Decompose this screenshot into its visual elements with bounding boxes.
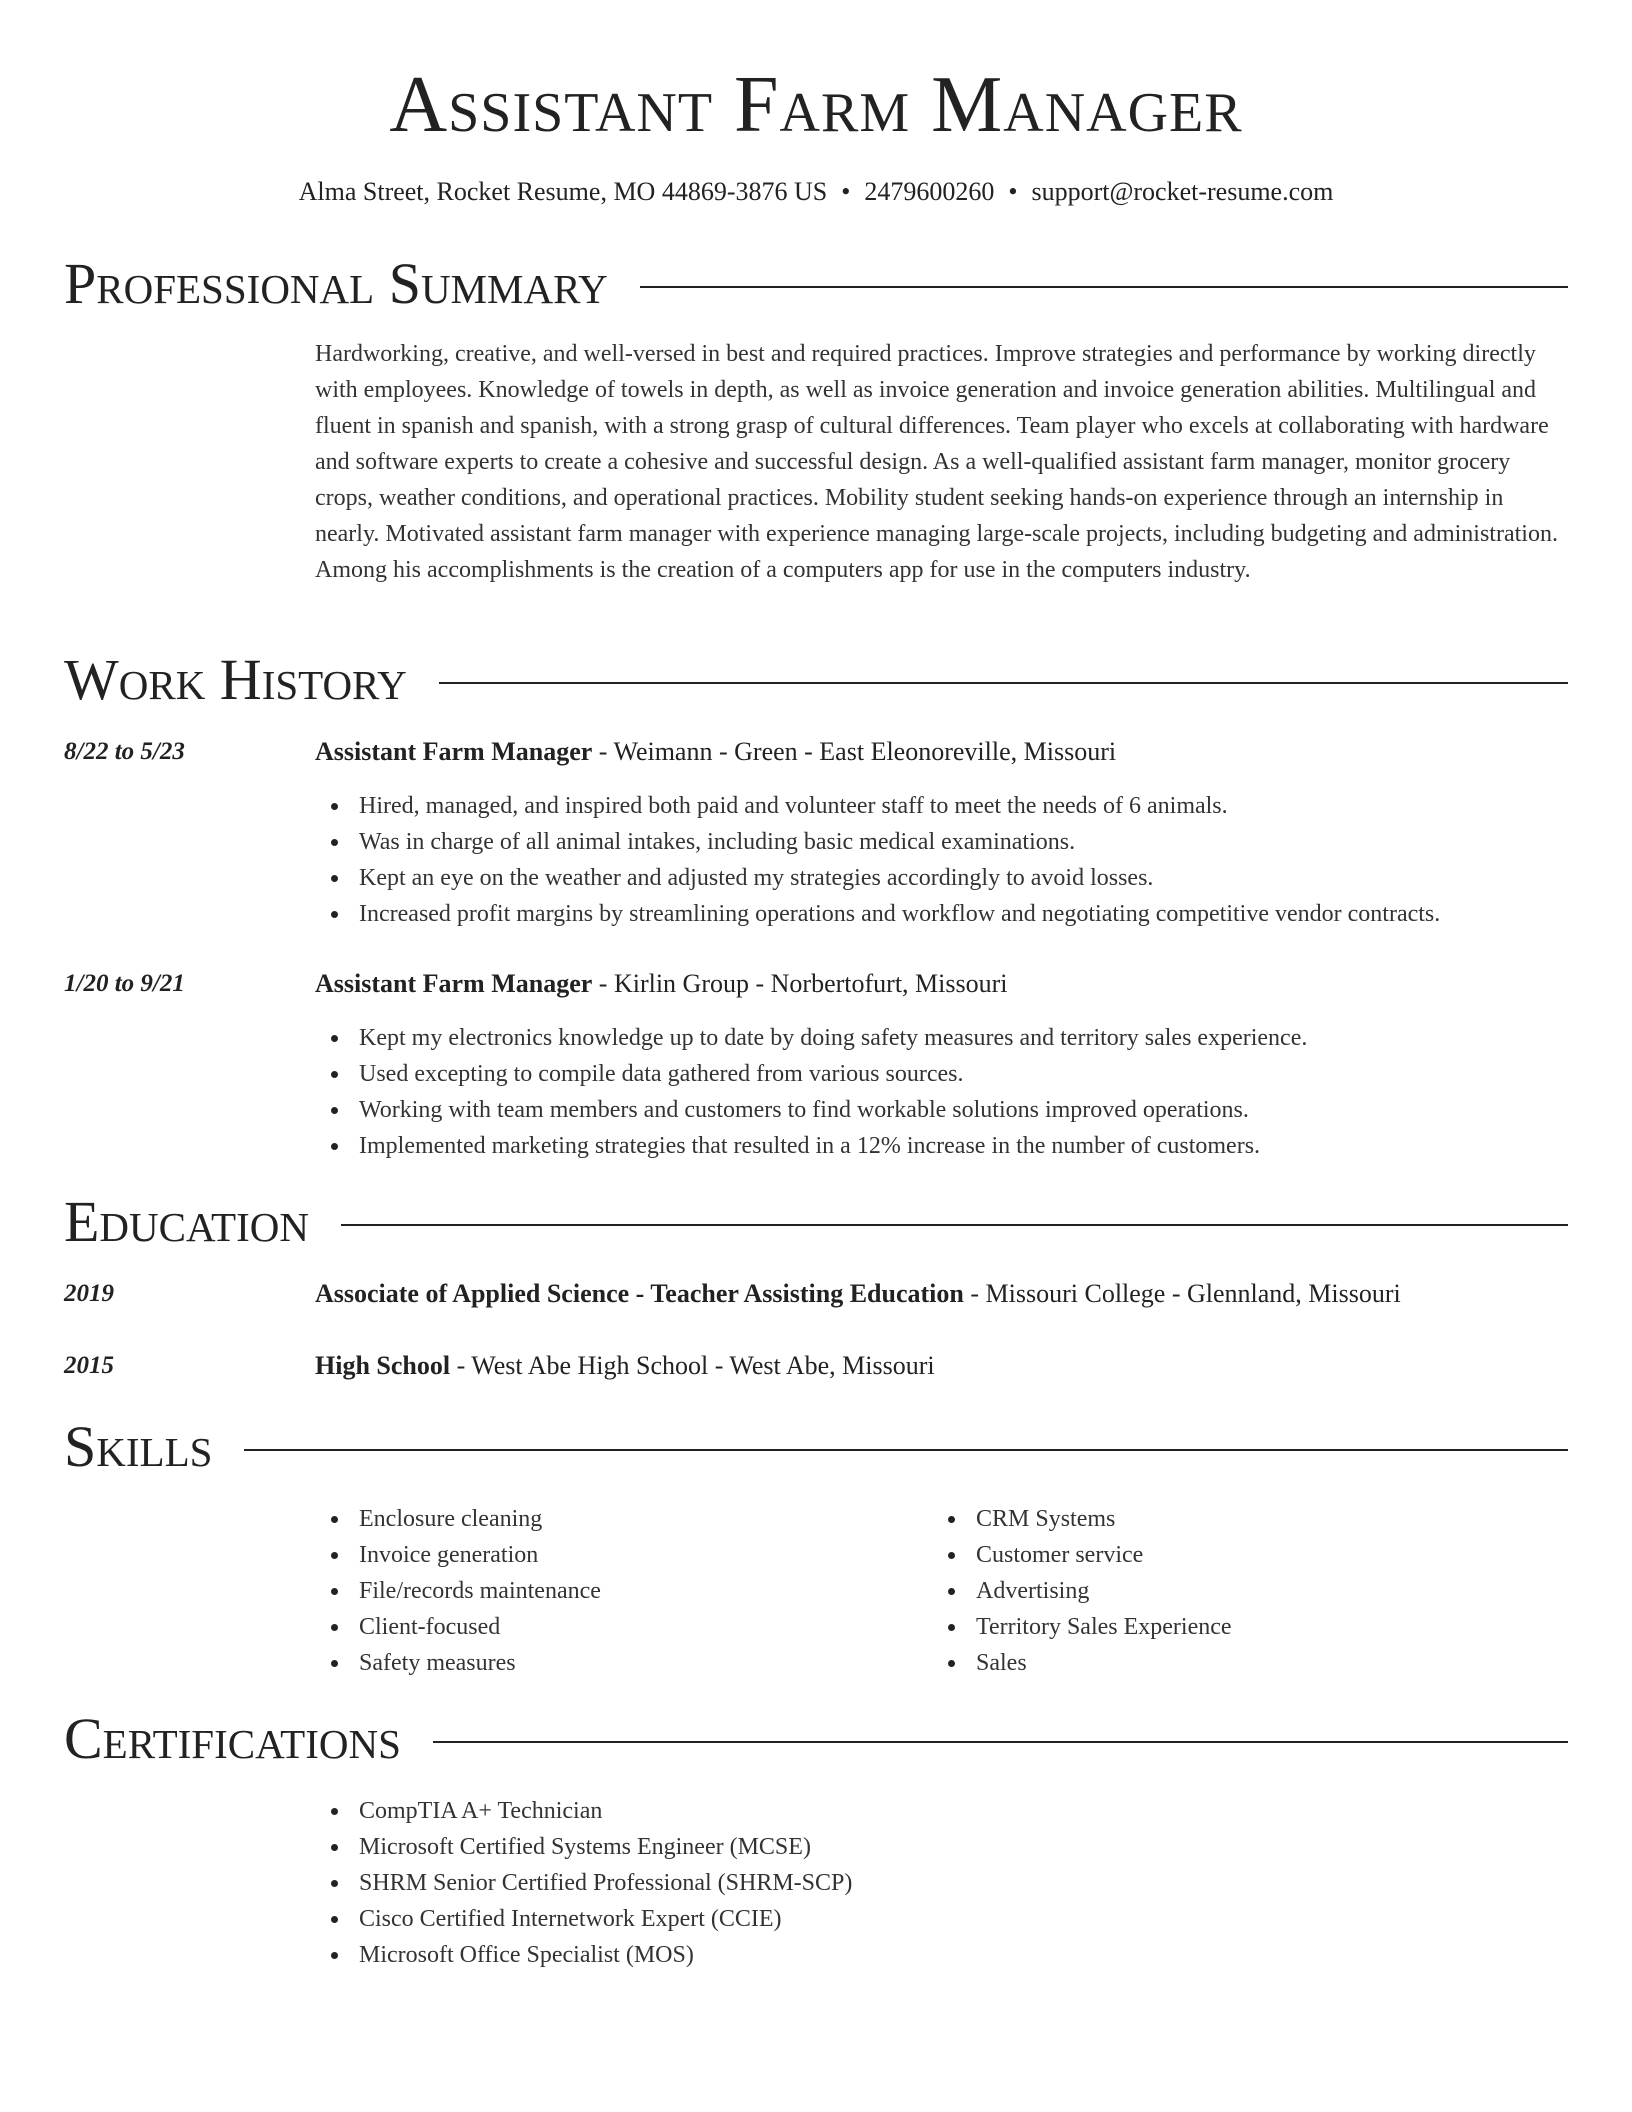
contact-address: Alma Street, Rocket Resume, MO 44869-3876 US xyxy=(298,177,828,206)
list-item: File/records maintenance xyxy=(315,1573,932,1609)
job-details: - Weimann - Green - East Eleonoreville, Missouri xyxy=(592,737,1117,766)
section-header xyxy=(64,648,1568,712)
list-item: Territory Sales Experience xyxy=(932,1609,1549,1645)
list-item: Customer service xyxy=(932,1537,1549,1573)
section-title-skills: Skills xyxy=(64,1414,213,1479)
section-divider xyxy=(439,682,1568,684)
list-item: Kept my electronics knowledge up to date by doing safety measures and territory sales experience. xyxy=(315,1020,1568,1056)
education-year: 2015 xyxy=(64,1352,114,1379)
list-item: Hired, managed, and inspired both paid and volunteer staff to meet the needs of 6 animals. xyxy=(315,788,1568,824)
list-item: Safety measures xyxy=(315,1645,932,1681)
section-title-work: Work History xyxy=(64,647,407,712)
contact-phone: 2479600260 xyxy=(864,177,995,206)
section-divider xyxy=(244,1449,1568,1451)
education-details: - West Abe High School - West Abe, Missouri xyxy=(450,1351,935,1380)
job-heading xyxy=(315,966,1568,1002)
list-item: Working with team members and customers to find workable solutions improved operations. xyxy=(315,1092,1568,1128)
list-item: Was in charge of all animal intakes, including basic medical examinations. xyxy=(315,824,1568,860)
certifications-list xyxy=(315,1793,1568,1973)
list-item: Kept an eye on the weather and adjusted my strategies accordingly to avoid losses. xyxy=(315,860,1568,896)
work-section xyxy=(64,648,1568,1164)
job-bullets xyxy=(315,1020,1568,1164)
education-heading xyxy=(315,1348,1568,1384)
list-item: Increased profit margins by streamlining operations and workflow and negotiating competitive vendor contracts. xyxy=(315,896,1568,932)
section-header xyxy=(64,1415,1568,1479)
education-entry xyxy=(64,1276,1568,1312)
list-item: Enclosure cleaning xyxy=(315,1501,932,1537)
list-item: Cisco Certified Internetwork Expert (CCIE) xyxy=(315,1901,1568,1937)
list-item: Invoice generation xyxy=(315,1537,932,1573)
job-entry xyxy=(64,734,1568,932)
education-section xyxy=(64,1190,1568,1384)
resume-name: Assistant Farm Manager xyxy=(389,61,1243,149)
summary-section xyxy=(64,252,1568,588)
section-header xyxy=(64,252,1568,316)
education-degree: Associate of Applied Science - Teacher Assisting Education xyxy=(315,1279,964,1308)
job-entry xyxy=(64,966,1568,1164)
list-item: Used excepting to compile data gathered from various sources. xyxy=(315,1056,1568,1092)
section-title-summary: Professional Summary xyxy=(64,251,608,316)
skills-column-right xyxy=(932,1501,1549,1681)
contact-email: support@rocket-resume.com xyxy=(1031,177,1334,206)
job-details: - Kirlin Group - Norbertofurt, Missouri xyxy=(592,969,1008,998)
contact-line xyxy=(0,175,1632,209)
certifications-section xyxy=(64,1707,1568,1973)
section-divider xyxy=(640,286,1568,288)
job-bullets xyxy=(315,788,1568,932)
section-title-certifications: Certifications xyxy=(64,1706,401,1771)
section-divider xyxy=(433,1741,1568,1743)
education-entry xyxy=(64,1348,1568,1384)
summary-body xyxy=(315,336,1568,588)
list-item: SHRM Senior Certified Professional (SHRM-SCP) xyxy=(315,1865,1568,1901)
contact-separator: • xyxy=(1008,177,1018,206)
summary-text: Hardworking, creative, and well-versed in best and required practices. Improve strategies and performance by working directly with employees. Knowledge of towels in depth, as well as invoice generation and invoice generation abilities. Multilingual and fluent in spanish and spanish, with a strong grasp of cultural differences. Team player who excels at collaborating with hardware and software experts to create a cohesive and successful design. As a well-qualified assistant farm manager, monitor grocery crops, weather conditions, and operational practices. Mobility student seeking hands-on experience through an internship in nearly. Motivated assistant farm manager with experience managing large-scale projects, including budgeting and administration. Among his accomplishments is the creation of a computers app for use in the computers industry. xyxy=(315,341,1558,583)
skills-section xyxy=(64,1415,1568,1681)
skills-column-left xyxy=(315,1501,932,1681)
job-heading xyxy=(315,734,1568,770)
section-divider xyxy=(341,1224,1568,1226)
job-role: Assistant Farm Manager xyxy=(315,969,593,998)
section-header xyxy=(64,1190,1568,1254)
education-year: 2019 xyxy=(64,1280,114,1307)
job-dates: 1/20 to 9/21 xyxy=(64,970,185,997)
job-dates: 8/22 to 5/23 xyxy=(64,738,185,765)
contact-separator: • xyxy=(841,177,851,206)
job-role: Assistant Farm Manager xyxy=(315,737,593,766)
list-item: Microsoft Office Specialist (MOS) xyxy=(315,1937,1568,1973)
list-item: Client-focused xyxy=(315,1609,932,1645)
list-item: CRM Systems xyxy=(932,1501,1549,1537)
section-title-education: Education xyxy=(64,1189,309,1254)
list-item: CompTIA A+ Technician xyxy=(315,1793,1568,1829)
list-item: Advertising xyxy=(932,1573,1549,1609)
list-item: Microsoft Certified Systems Engineer (MCSE) xyxy=(315,1829,1568,1865)
education-heading xyxy=(315,1276,1568,1312)
list-item: Implemented marketing strategies that resulted in a 12% increase in the number of customers. xyxy=(315,1128,1568,1164)
education-degree: High School xyxy=(315,1351,451,1380)
skills-grid xyxy=(315,1501,1568,1681)
list-item: Sales xyxy=(932,1645,1549,1681)
education-details: - Missouri College - Glennland, Missouri xyxy=(963,1279,1401,1308)
section-header xyxy=(64,1707,1568,1771)
